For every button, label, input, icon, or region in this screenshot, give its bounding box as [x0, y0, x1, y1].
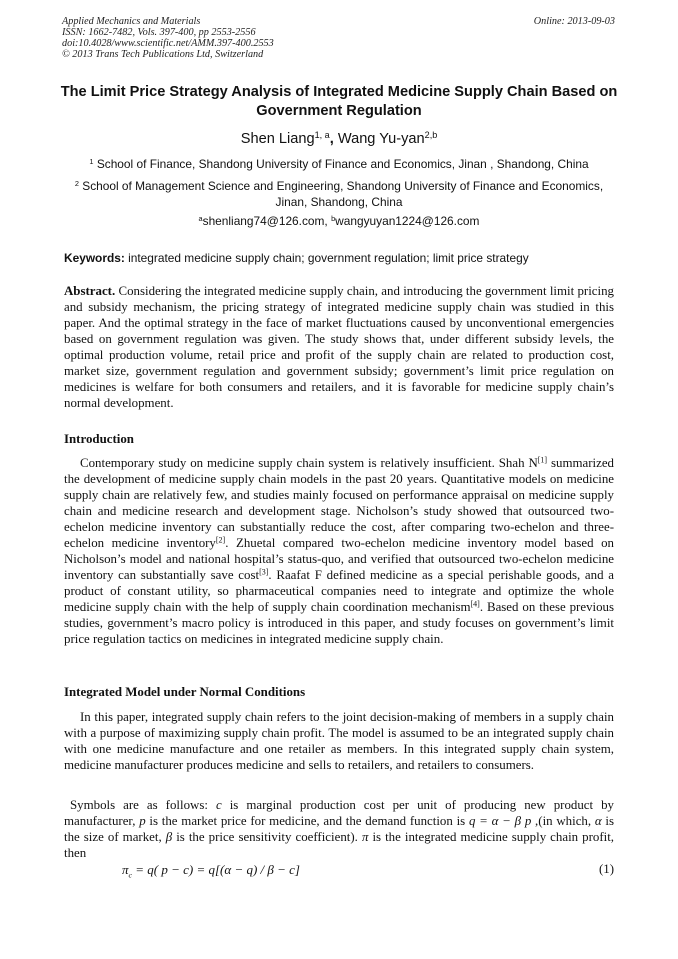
paper-title: The Limit Price Strategy Analysis of Integrated Medicine Supply Chain Based on Government Regulation — [60, 84, 618, 119]
body-text: is the market price for medicine, and the demand function is — [145, 814, 469, 828]
issn-line: ISSN: 1662-7482, Vols. 397-400, pp 2553-2556 — [62, 27, 256, 38]
equation-body: = q( p − c) = q[(α − q) / β − c] — [131, 862, 300, 877]
abstract-text: Considering the integrated medicine supply chain, and introducing the government limit pricing and subsidy mechanism, the pricing strategy of integrated medicine supply chain was studied in this paper. And the optimal strategy in the face of market fluctuations caused by unconventional emergencies based on government regulation was given. The study shows that, under different subsidy levels, the optimal production volume, retail price and profit of the supply chain are related to production cost, market size, government regulation and government subsidy; government’s limit price regulation on medicines is welfare for both consumers and retailers, and it is favorable for medicine supply chain’s normal development. — [64, 284, 614, 410]
author-affil-mark: 2,b — [424, 130, 438, 141]
body-text: ,(in which, — [531, 814, 595, 828]
author-affil-mark: 1, a — [314, 130, 330, 141]
symbols-paragraph — [64, 797, 614, 861]
body-text: . Zhuetal compared two-echelon medicine inventory model based on Nicholson’s model and national hospital’s status-quo, and verified that outsourced two-echelon medicine inventory can substantially save cost — [64, 536, 614, 582]
section-heading-introduction: Introduction — [64, 432, 134, 446]
body-text: is the integrated medicine supply chain profit, then — [64, 830, 615, 860]
author-line — [0, 131, 678, 147]
citation-ref[interactable]: [2] — [215, 535, 226, 545]
body-text: is the size of market, — [64, 814, 615, 844]
author-name: Wang Yu-yan — [337, 131, 425, 147]
doi-line: doi:10.4028/www.scientific.net/AMM.397-400.2553 — [62, 38, 274, 49]
email-link[interactable]: wangyuyan1224@126.com — [335, 214, 480, 228]
equation-subscript: c — [128, 870, 132, 880]
body-text: is the price sensitivity coefficient). — [172, 830, 362, 844]
keywords-label: Keywords: — [64, 251, 125, 265]
abstract-label: Abstract. — [64, 284, 116, 298]
citation-ref[interactable]: [4] — [470, 599, 480, 609]
journal-header — [62, 16, 615, 60]
math-symbol: π — [361, 830, 369, 844]
introduction-paragraph — [64, 455, 614, 647]
body-text: Contemporary study on medicine supply chain system is relatively insufficient. Shah N — [80, 456, 538, 470]
citation-ref[interactable]: [1] — [537, 455, 548, 465]
affiliation-text: School of Finance, Shandong University of Finance and Economics, Jinan , Shandong, China — [96, 157, 589, 171]
equation-symbol: π — [122, 862, 129, 877]
email-mark: a — [198, 213, 203, 223]
body-text: is marginal production cost per unit of producing new product by manufacturer, — [64, 798, 614, 828]
online-date: Online: 2013-09-03 — [533, 16, 615, 27]
affiliation-1 — [58, 156, 620, 172]
section-heading-model: Integrated Model under Normal Conditions — [64, 685, 306, 699]
author-separator: , — [329, 131, 334, 147]
keywords-text: integrated medicine supply chain; government regulation; limit price strategy — [128, 251, 529, 265]
math-symbol: c — [215, 798, 222, 812]
keywords — [64, 251, 529, 265]
model-paragraph: In this paper, integrated supply chain refers to the joint decision-making of members in a supply chain with a purpose of maximizing supply chain profit. The model is assumed to be an integrated supply chain with one medicine manufacture and one retailer as members. In this integrated supply chain system, medicine manufacturer produces medicine and sells to retailers, and retailers to consumers. — [64, 710, 614, 772]
body-text: . Based on these previous studies, government’s macro policy is introduced in this paper, and study focuses on government’s limit price regulation tactics on medicines in integrated medicine supply chain. — [64, 600, 615, 646]
email-mark: b — [331, 213, 336, 223]
body-text: . Raafat F defined medicine as a special perishable goods, and a product of constant utility, so pharmaceutical companies need to integrate and optimize the whole medicine supply chain with the help of supply chain coordination mechanism — [64, 568, 614, 614]
math-symbol: α — [594, 814, 602, 828]
equation-1 — [122, 862, 300, 880]
body-text: Symbols are as follows: — [70, 798, 216, 812]
copyright-line: © 2013 Trans Tech Publications Ltd, Switzerland — [62, 49, 264, 60]
citation-ref[interactable]: [3] — [259, 567, 269, 577]
body-text: summarized the development of medicine supply chain models in the past 20 years. Quantitative models on medicine supply chain are relatively few, and studies mainly focused on performance appraisal on medicine supply chain and medicine research and development stage. Nicholson’s study showed that outsourced two-echelon medicine inventory can substantially reduce the cost, after comparing two-echelon and three-echelon medicine inventory — [64, 456, 614, 550]
affiliation-2 — [58, 178, 620, 210]
email-line — [58, 213, 620, 229]
equation-number: (1) — [598, 862, 614, 876]
math-symbol: β — [165, 830, 173, 844]
author-name: Shen Liang — [240, 131, 315, 147]
affiliation-number: 2 — [74, 178, 79, 188]
abstract — [64, 283, 614, 411]
affiliation-number: 1 — [89, 156, 94, 166]
demand-function: q = α − β p — [468, 814, 532, 828]
email-link[interactable]: shenliang74@126.com, — [202, 214, 328, 228]
math-symbol: p — [139, 814, 146, 828]
affiliation-text: School of Management Science and Engineering, Shandong University of Finance and Economics, Jinan, Shandong, China — [82, 179, 604, 209]
journal-name: Applied Mechanics and Materials — [62, 16, 201, 27]
